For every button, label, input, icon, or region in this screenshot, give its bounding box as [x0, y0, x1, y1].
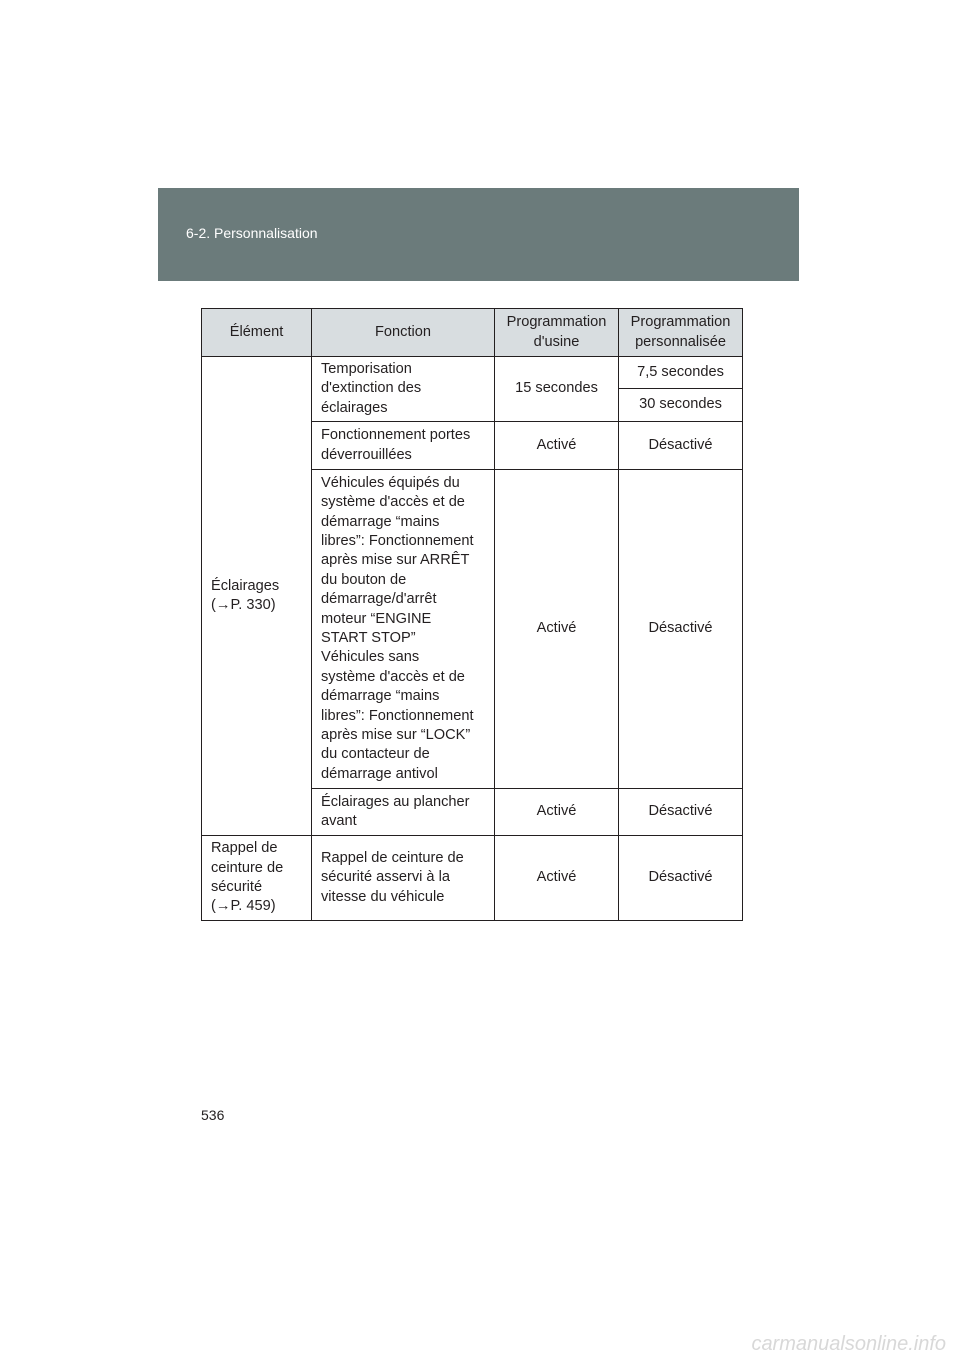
factory-value: Activé: [495, 470, 619, 789]
header-factory-setting: Programmation d'usine: [495, 309, 619, 357]
factory-value: 15 secondes: [495, 357, 619, 422]
custom-value: 30 secondes: [619, 389, 743, 422]
section-header: [158, 188, 799, 281]
page-number: 536: [201, 1107, 225, 1123]
factory-value: Activé: [495, 422, 619, 470]
header-custom-setting: Programmation personnalisée: [619, 309, 743, 357]
custom-value: Désactivé: [619, 422, 743, 470]
header-element: Élément: [202, 309, 312, 357]
table-row: [202, 357, 743, 389]
watermark: carmanualsonline.info: [751, 1333, 946, 1355]
customization-table: [201, 308, 743, 921]
custom-value: Désactivé: [619, 470, 743, 789]
header-fonction: Fonction: [312, 309, 495, 357]
fonction-cell: Véhicules équipés du système d'accès et de démarrage “mains libres”: Fonctionnement après mise sur ARRÊT du bouton de démarrage/d'arrêt moteur “ENGINE START STOP” Véhicules sans système d'accès et de démarrage “mains libres”: Fonctionnement après mise sur “LOCK” du contacteur de démarrage antivol: [312, 470, 495, 789]
fonction-cell: Fonctionnement portes déverrouillées: [312, 422, 495, 470]
fonction-cell: Temporisation d'extinction des éclairages: [312, 357, 495, 422]
custom-value: 7,5 secondes: [619, 357, 743, 389]
factory-value: Activé: [495, 789, 619, 836]
custom-value: Désactivé: [619, 789, 743, 836]
custom-value: Désactivé: [619, 836, 743, 921]
fonction-cell: Éclairages au plancher avant: [312, 789, 495, 836]
table-row: [202, 836, 743, 921]
element-eclairages: Éclairages (→P. 330): [202, 357, 312, 836]
factory-value: Activé: [495, 836, 619, 921]
fonction-cell: Rappel de ceinture de sécurité asservi à la vitesse du véhicule: [312, 836, 495, 921]
section-title: 6-2. Personnalisation: [186, 225, 318, 241]
element-rappel-ceinture: Rappel de ceinture de sécurité (→P. 459): [202, 836, 312, 921]
table-header-row: [202, 309, 743, 357]
